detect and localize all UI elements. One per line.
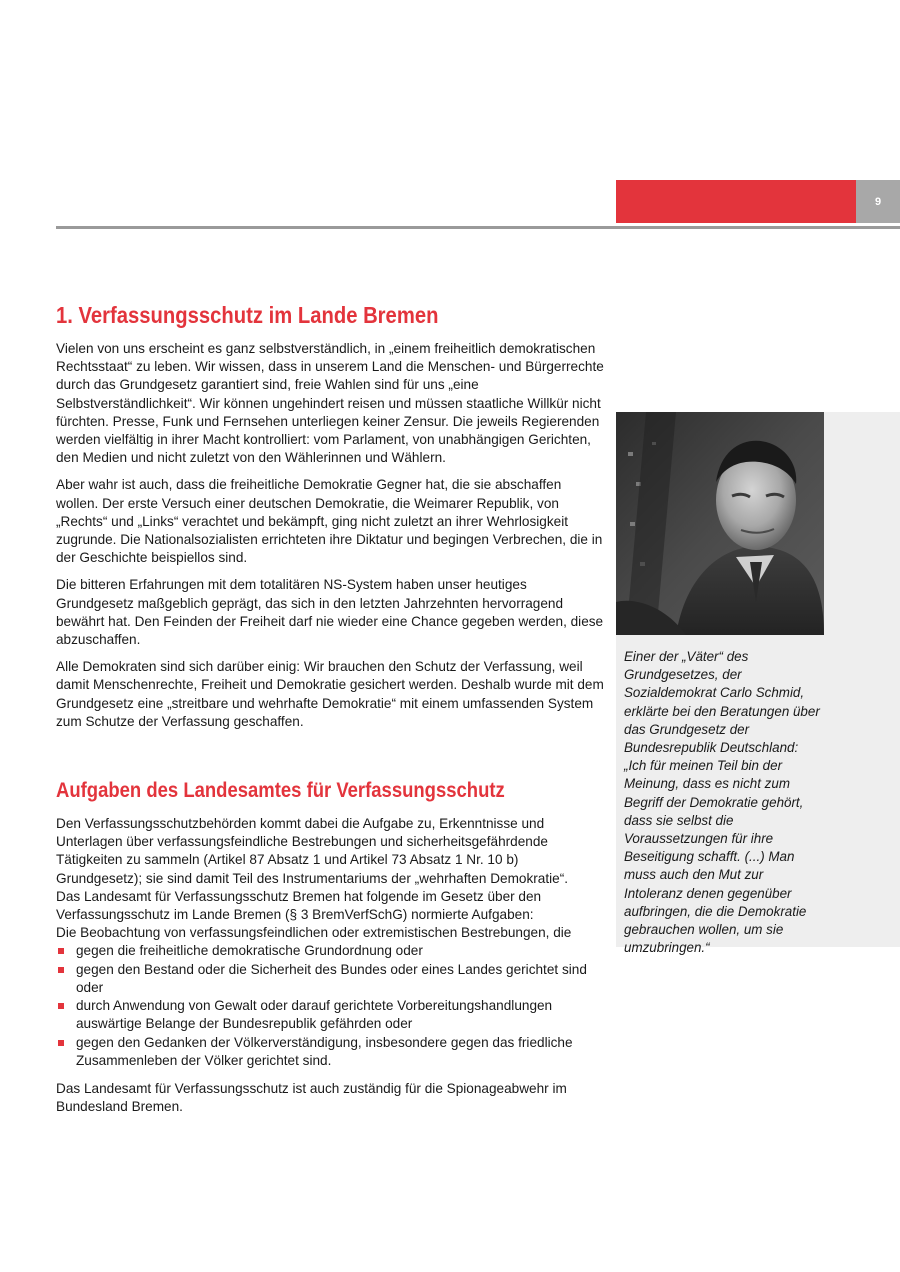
paragraph-2: Aber wahr ist auch, dass die freiheitliche Demokratie Gegner hat, die sie abschaffen wollen. Der erste Versuch einer deutschen Demokratie, die Weimarer Republik, von „Rechts“ und „Links“ verachtet und bekämpft, ging nicht zuletzt an ihrer Wehrlosigkeit zugrunde. Die Nationalsozialisten errichteten ihre Diktatur und begingen Verbrechen, die in der Geschichte beispiellos sind. (56, 477, 603, 566)
section-title: 1. Verfassungsschutz im Lande Bremen (56, 302, 439, 328)
page-number: 9 (874, 195, 882, 208)
paragraph-3: Die bitteren Erfahrungen mit dem totalitären NS-System haben unser heutiges Grundgesetz maßgeblich geprägt, das sich in den letzten Jahrzehnten hervorragend bewährt hat. Den Feinden der Freiheit darf nie wieder eine Chance gegeben werden, diese abzuschaffen. (56, 577, 604, 648)
subsection-title: Aufgaben des Landesamtes für Verfassungsschutz (56, 779, 505, 803)
tasks-intro-1: Den Verfassungsschutzbehörden kommt dabei die Aufgabe zu, Erkenntnisse und Unterlagen über verfassungsfeindliche Bestrebungen und sicherheitsgefährdende Tätigkeiten zu sammeln (Artikel 87 Absatz 1 und Artikel 73 Absatz 1 Nr. 10 b) Grundgesetz); sie sind damit Teil des Instrumentariums der „wehrhaften Demokratie“. (56, 816, 568, 886)
tasks-intro-2: Das Landesamt für Verfassungsschutz Bremen hat folgende im Gesetz über den Verfassungsschutz im Lande Bremen (§ 3 BremVerfSchG) normierte Aufgaben: (56, 888, 542, 923)
list-item: durch Anwendung von Gewalt oder darauf gerichtete Vorbereitungshandlungen auswärtige Belange der Bundesrepublik gefährden oder (56, 997, 606, 1033)
header-red-bar (616, 180, 856, 223)
list-item: gegen den Bestand oder die Sicherheit des Bundes oder eines Landes gerichtet sind oder (56, 961, 606, 997)
closing-paragraph: Das Landesamt für Verfassungsschutz ist auch zuständig für die Spionageabwehr im Bundesland Bremen. (56, 1080, 567, 1115)
header-rule (56, 226, 900, 229)
tasks-intro-3: Die Beobachtung von verfassungsfeindlichen oder extremistischen Bestrebungen, die (56, 925, 572, 941)
paragraph-4: Alle Demokraten sind sich darüber einig: Wir brauchen den Schutz der Verfassung, weil damit Menschenrechte, Freiheit und Demokratie gesichert werden. Deshalb wurde mit dem Grundgesetz eine „streitbare und wehrhafte Demokratie“ mit einem umfassenden System zum Schutze der Verfassung geschaffen. (56, 659, 604, 729)
main-content (56, 300, 606, 1125)
tasks-list (56, 942, 606, 1069)
list-item: gegen die freiheitliche demokratische Grundordnung oder (56, 942, 606, 960)
photo-caption: Einer der „Väter“ des Grundgesetzes, der Sozialdemokrat Carlo Schmid, erklärte bei den Beratungen über das Grundgesetz der Bundesrepublik Deutschland: „Ich für meinen Teil bin der Meinung, dass es nicht zum Begriff der Demokratie gehört, dass sie selbst die Voraussetzungen für ihre Beseitigung schafft. (...) Man muss auch den Mut zur Intoleranz denen gegenüber aufbringen, die die Demokratie gebrauchen wollen, um sie umzubringen.“ (624, 649, 820, 956)
page-number-box (856, 180, 900, 223)
portrait-photo (616, 412, 824, 635)
paragraph-1: Vielen von uns erscheint es ganz selbstverständlich, in „einem freiheitlich demokratischen Rechtsstaat“ zu leben. Wir wissen, dass in unserem Land die Menschen- und Bürgerrechte durch das Grundgesetz garantiert sind, freie Wahlen sind für uns „eine Selbstverständlichkeit“. Wir können ungehindert reisen und müssen staatliche Willkür nicht fürchten. Presse, Funk und Fernsehen unterliegen keiner Zensur. Die jeweils Regierenden werden vielfältig in ihrer Macht kontrolliert: vom Parlament, von unabhängigen Gerichten, den Medien und nicht zuletzt von den Wählerinnen und Wählern. (56, 341, 604, 466)
list-item: gegen den Gedanken der Völkerverständigung, insbesondere gegen das friedliche Zusammenleben der Völker gerichtet sind. (56, 1034, 606, 1070)
